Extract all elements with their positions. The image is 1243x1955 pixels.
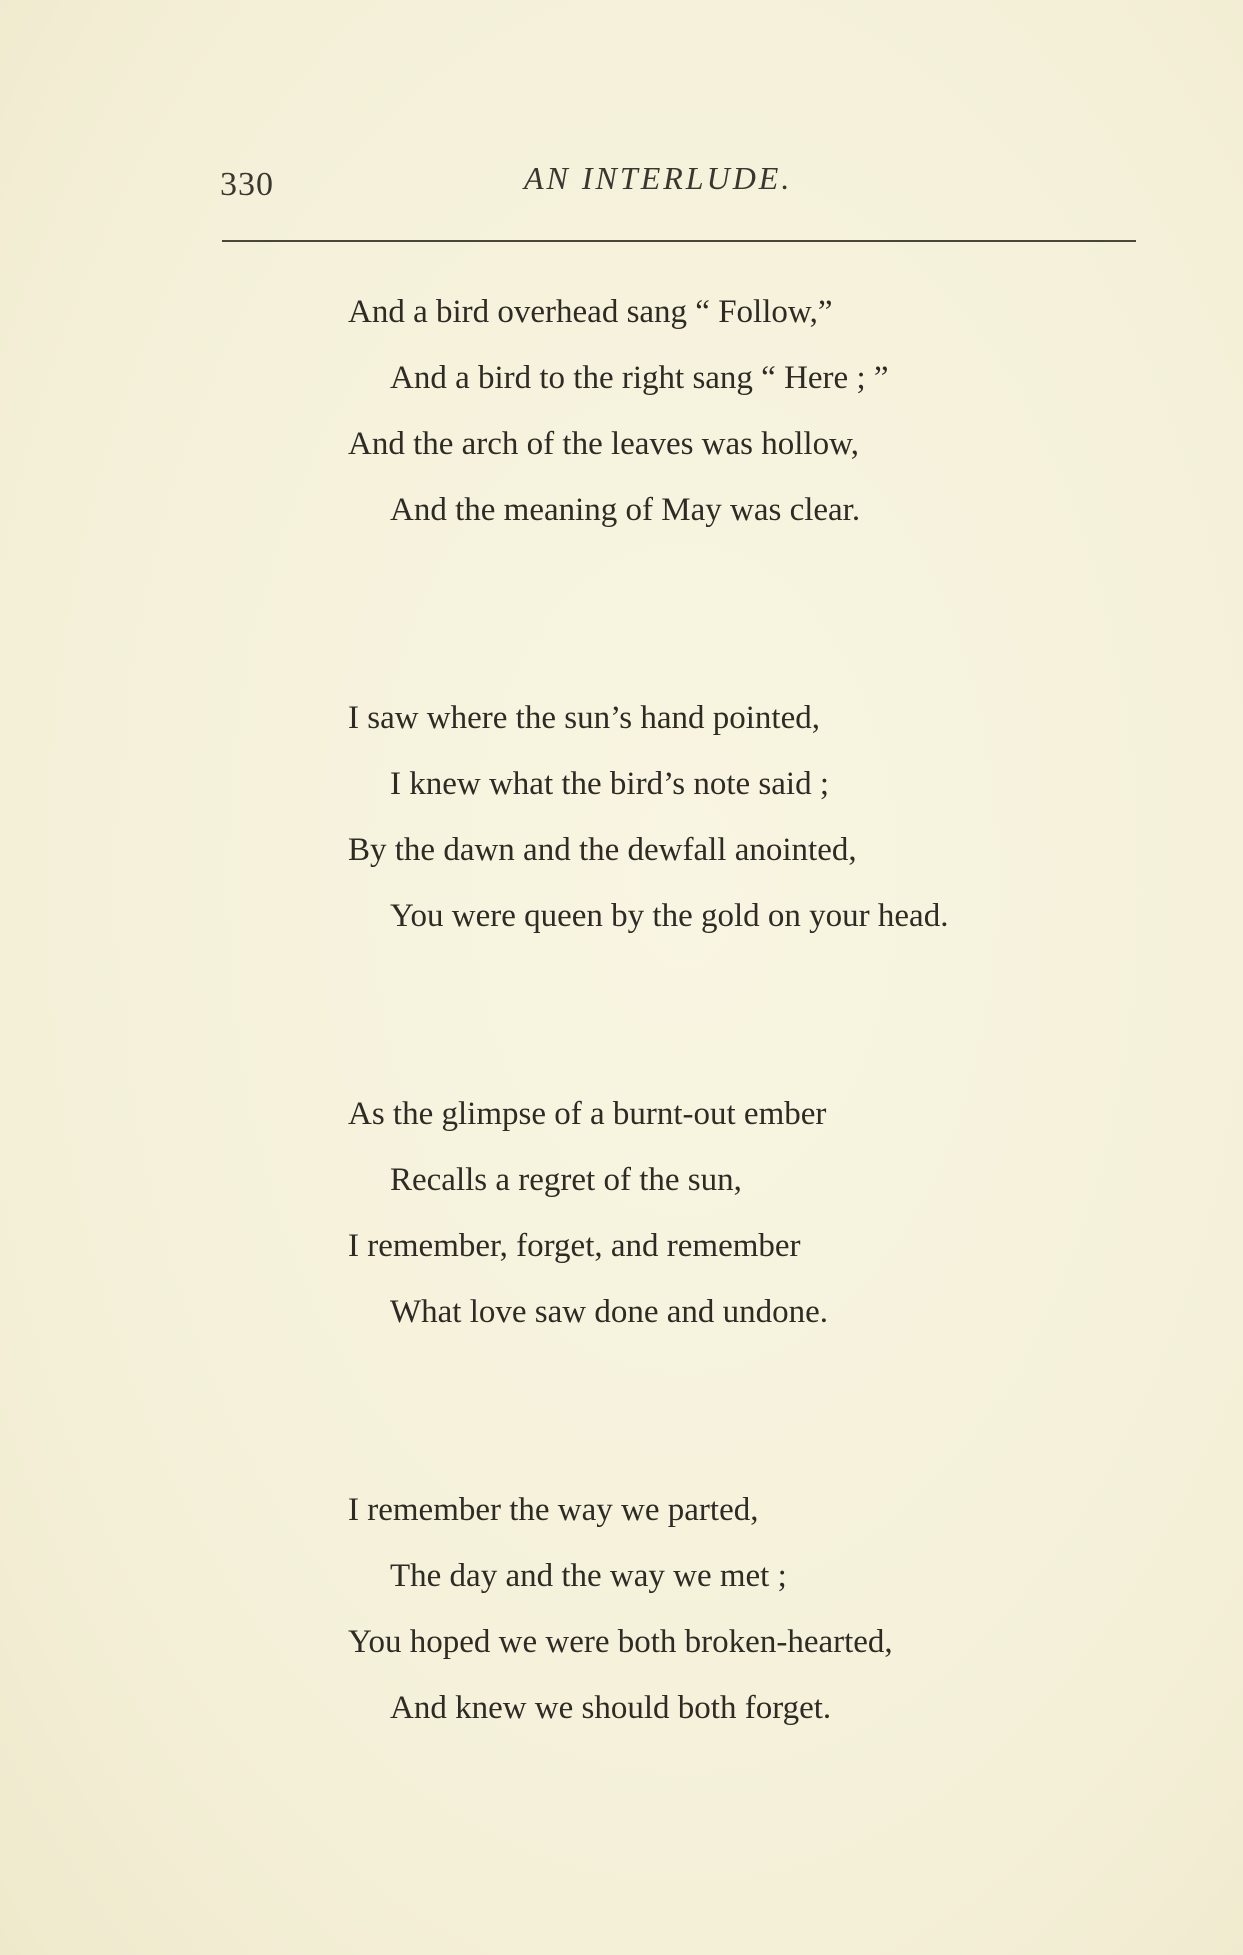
poem-line: I saw where the sun’s hand pointed, — [348, 700, 820, 736]
page-number: 330 — [220, 166, 274, 203]
running-title: AN INTERLUDE. — [524, 160, 793, 196]
poem-line: I knew what the bird’s note said ; — [390, 766, 829, 802]
poem-line: As the glimpse of a burnt-out ember — [348, 1096, 827, 1132]
poem-line: And a bird overhead sang “ Follow,” — [348, 294, 833, 330]
poem-line: By the dawn and the dewfall anointed, — [348, 832, 857, 868]
poem-line: You were queen by the gold on your head. — [390, 898, 949, 934]
poem-line: And the arch of the leaves was hollow, — [348, 426, 860, 462]
poem-line: You hoped we were both broken-hearted, — [348, 1624, 893, 1660]
header-rule — [222, 240, 1136, 242]
poem-line: Recalls a regret of the sun, — [390, 1162, 742, 1198]
poem-line: And the meaning of May was clear. — [390, 492, 861, 528]
poem-line: The day and the way we met ; — [390, 1558, 787, 1594]
poem-line: I remember, forget, and remember — [348, 1228, 801, 1264]
poem-line: What love saw done and undone. — [390, 1294, 829, 1330]
poem-line: I remember the way we parted, — [348, 1492, 759, 1528]
poem-line: And knew we should both forget. — [390, 1690, 832, 1726]
poem-line: And a bird to the right sang “ Here ; ” — [390, 360, 889, 396]
